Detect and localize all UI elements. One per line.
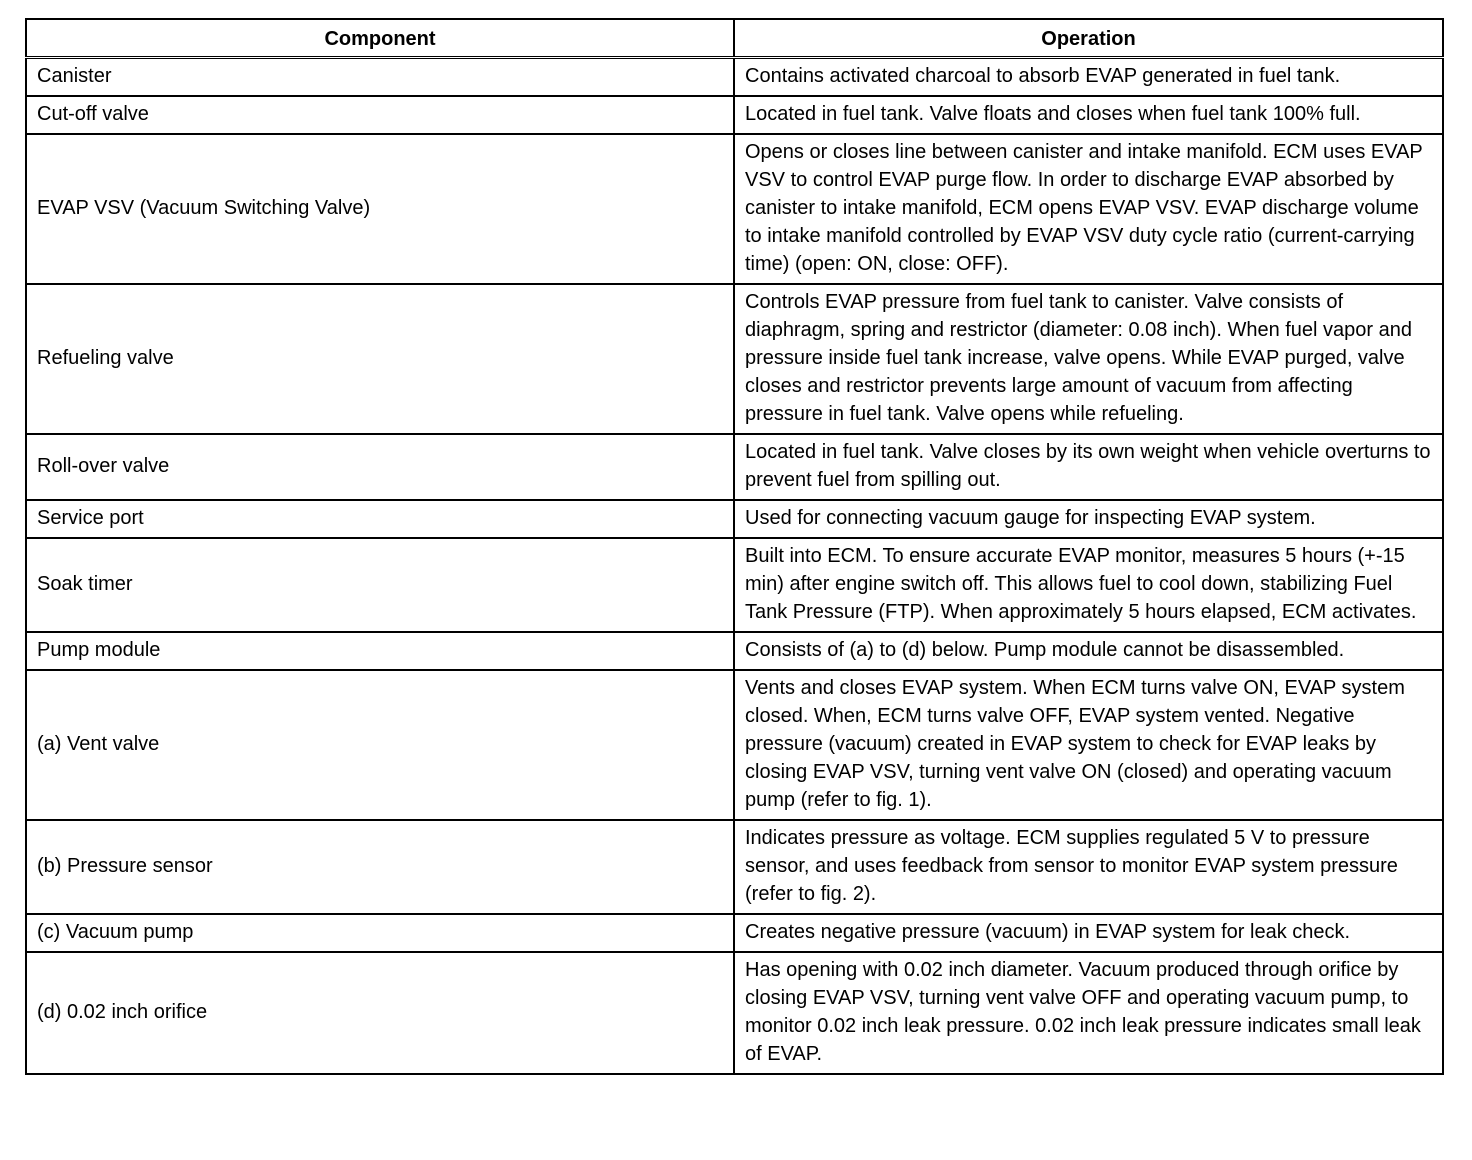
operation-cell: Used for connecting vacuum gauge for inspecting EVAP system. — [734, 500, 1443, 538]
component-cell: EVAP VSV (Vacuum Switching Valve) — [26, 134, 734, 284]
table-row — [26, 500, 1443, 538]
table-row — [26, 820, 1443, 914]
table-row — [26, 96, 1443, 134]
component-cell: Service port — [26, 500, 734, 538]
table-row — [26, 632, 1443, 670]
component-cell: (d) 0.02 inch orifice — [26, 952, 734, 1074]
table-row — [26, 284, 1443, 434]
component-cell: Refueling valve — [26, 284, 734, 434]
operation-cell: Opens or closes line between canister and intake manifold. ECM uses EVAP VSV to control EVAP purge flow. In order to discharge EVAP absorbed by canister to intake manifold, ECM opens EVAP VSV. EVAP discharge volume to intake manifold controlled by EVAP VSV duty cycle ratio (current-carrying time) (open: ON, close: OFF). — [734, 134, 1443, 284]
component-cell: Roll-over valve — [26, 434, 734, 500]
component-cell: (b) Pressure sensor — [26, 820, 734, 914]
operation-cell: Controls EVAP pressure from fuel tank to canister. Valve consists of diaphragm, spring and restrictor (diameter: 0.08 inch). When fuel vapor and pressure inside fuel tank increase, valve opens. While EVAP purged, valve closes and restrictor prevents large amount of vacuum from affecting pressure in fuel tank. Valve opens while refueling. — [734, 284, 1443, 434]
operation-cell: Consists of (a) to (d) below. Pump module cannot be disassembled. — [734, 632, 1443, 670]
table-row — [26, 134, 1443, 284]
column-header-operation: Operation — [734, 19, 1443, 58]
operation-cell: Has opening with 0.02 inch diameter. Vacuum produced through orifice by closing EVAP VSV, turning vent valve OFF and operating vacuum pump, to monitor 0.02 inch leak pressure. 0.02 inch leak pressure indicates small leak of EVAP. — [734, 952, 1443, 1074]
evap-components-table — [25, 18, 1444, 1075]
table-row — [26, 914, 1443, 952]
column-header-component: Component — [26, 19, 734, 58]
operation-cell: Located in fuel tank. Valve floats and closes when fuel tank 100% full. — [734, 96, 1443, 134]
operation-cell: Built into ECM. To ensure accurate EVAP monitor, measures 5 hours (+-15 min) after engine switch off. This allows fuel to cool down, stabilizing Fuel Tank Pressure (FTP). When approximately 5 hours elapsed, ECM activates. — [734, 538, 1443, 632]
component-cell: (c) Vacuum pump — [26, 914, 734, 952]
component-cell: Canister — [26, 58, 734, 97]
component-cell: Soak timer — [26, 538, 734, 632]
table-header-row — [26, 19, 1443, 58]
operation-cell: Creates negative pressure (vacuum) in EVAP system for leak check. — [734, 914, 1443, 952]
operation-cell: Indicates pressure as voltage. ECM supplies regulated 5 V to pressure sensor, and uses feedback from sensor to monitor EVAP system pressure (refer to fig. 2). — [734, 820, 1443, 914]
table-row — [26, 434, 1443, 500]
table-row — [26, 670, 1443, 820]
component-cell: (a) Vent valve — [26, 670, 734, 820]
operation-cell: Contains activated charcoal to absorb EVAP generated in fuel tank. — [734, 58, 1443, 97]
table-row — [26, 538, 1443, 632]
table-row — [26, 952, 1443, 1074]
component-cell: Cut-off valve — [26, 96, 734, 134]
component-cell: Pump module — [26, 632, 734, 670]
operation-cell: Located in fuel tank. Valve closes by its own weight when vehicle overturns to prevent fuel from spilling out. — [734, 434, 1443, 500]
operation-cell: Vents and closes EVAP system. When ECM turns valve ON, EVAP system closed. When, ECM turns valve OFF, EVAP system vented. Negative pressure (vacuum) created in EVAP system to check for EVAP leaks by closing EVAP VSV, turning vent valve ON (closed) and operating vacuum pump (refer to fig. 1). — [734, 670, 1443, 820]
table-row — [26, 58, 1443, 97]
